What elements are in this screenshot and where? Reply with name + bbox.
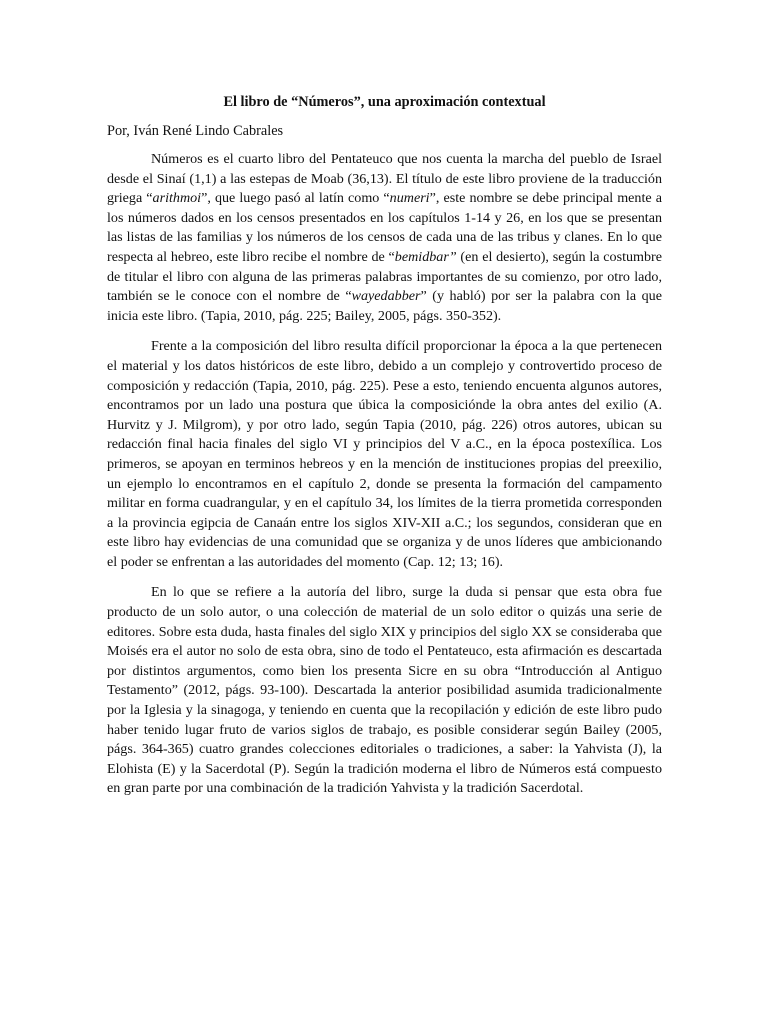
paragraph-1 — [107, 150, 662, 326]
paragraph-1-text-g: (en el desierto), según la costumbre de titular el libro con alguna de las primeras palabras importantes de su comienzo, por otro lado, también se le conoce con el nombre de “ — [107, 248, 662, 305]
paragraph-1-text-e: ”, este nombre se debe principal mente a los números dados en los censos presentados en los capítulos 1-14 y 26, en los que se presentan las listas de las familias y los números de los censos de cada una de las tribus y clanes. En lo que respecta al hebreo, este libro recibe el nombre de “ — [107, 190, 662, 265]
paragraph-1-term-bemidbar: bemidbar” — [394, 248, 457, 265]
document-page — [107, 92, 662, 810]
paragraph-1-text-a: Números es el cuarto libro del Pentateuco que nos cuenta la marcha del pueblo de Israel desde el Sinaí (1,1) a las estepas de Moab (36,13). El título de este libro proviene de la traducción griega “ — [107, 151, 662, 207]
paragraph-1-text-c: ”, que luego pasó al latín como “ — [201, 190, 390, 207]
paragraph-1-term-numeri: numeri — [389, 190, 430, 207]
document-title: El libro de “Números”, una aproximación contextual — [223, 94, 546, 110]
paragraph-1-term-wayedabber: wayedabber — [351, 288, 421, 305]
paragraph-2: Frente a la composición del libro resulta difícil proporcionar la época a la que pertenecen el material y los datos históricos de este libro, debido a un complejo y controvertido proceso de composición y redacción (Tapia, 2010, pág. 225). Pese a esto, teniendo encuenta algunos autores, encontramos por un lado una postura que úbica la composiciónde la obra antes del exilio (A. Hurvitz y J. Milgrom), y por otro lado, según Tapia (2010, pág. 226) otros autores, ubican su redacción final hacia finales del siglo VI y principios del V a.C., en la época postexílica. Los primeros, se apoyan en terminos hebreos y en la mención de instituciones propias del preexilio, un ejemplo lo encontramos en el capítulo 2, donde se presenta la formación del campamento militar en forma cuadrangular, y en el capítulo 34, los límites de la tierra prometida corresponden a la provincia egipcia de Canaán entre los siglos XIV-XII a.C.; los segundos, consideran que en este libro hay evidencias de una comunidad que se organiza y de unos líderes que ambicionando el poder se enfrentan a las autoridades del momento (Cap. 12; 13; 16). — [107, 338, 662, 570]
paragraph-3: En lo que se refiere a la autoría del libro, surge la duda si pensar que esta obra fue producto de un solo autor, o una colección de material de un solo editor o quizás una serie de editores. Sobre esta duda, hasta finales del siglo XIX y principios del siglo XX se consideraba que Moisés era el autor no solo de esta obra, sino de todo el Pentateuco, esta afirmación es descartada por distintos argumentos, como bien los presenta Sicre en su obra “Introducción al Antiguo Testamento” (2012, págs. 93-100). Descartada la anterior posibilidad asumida tradicionalmente por la Iglesia y la sinagoga, y teniendo en cuenta que la recopilación y edición de este libro pudo haber tenido lugar fruto de varios siglos de trabajo, es posible considerar según Bailey (2005, págs. 364-365) cuatro grandes colecciones editoriales o tradiciones, a saber: la Yahvista (J), la Elohista (E) y la Sacerdotal (P). Según la tradición moderna el libro de Números está compuesto en gran parte por una combinación de la tradición Yahvista y la tradición Sacerdotal. — [107, 584, 662, 797]
paragraph-1-term-arithmoi: arithmoi — [152, 190, 202, 207]
paragraph-1-text-i: ” (y habló) por ser la palabra con la que inicia este libro. (Tapia, 2010, pág. 225; Bailey, 2005, págs. 350-352). — [107, 288, 662, 324]
document-author: Por, Iván René Lindo Cabrales — [107, 123, 284, 139]
